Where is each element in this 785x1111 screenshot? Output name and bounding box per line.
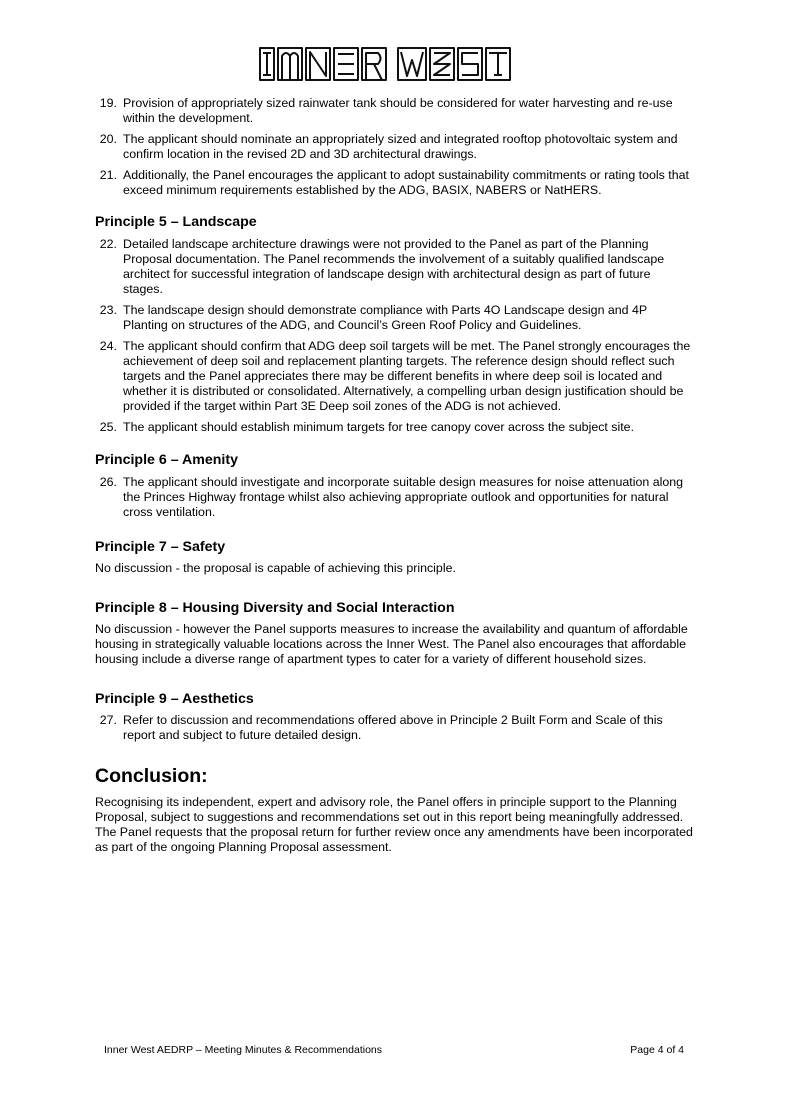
item-text: The applicant should establish minimum targets for tree canopy cover across the subject site. (123, 420, 635, 434)
page-body (95, 96, 693, 855)
principle-5-heading: Principle 5 – Landscape (95, 214, 257, 230)
item-text: The landscape design should demonstrate compliance with Parts 4O Landscape design and 4P Planting on structures of the ADG, and Council’s Green Roof Policy and Guidelines. (123, 303, 647, 332)
principle-8-text: No discussion - however the Panel supports measures to increase the availability and quantum of affordable housing in strategically valuable locations across the Inner West. The Panel also encourages that affordable housing include a diverse range of apartment types to cater for a variety of different household sizes. (95, 622, 688, 666)
inner-west-logo (0, 44, 785, 84)
item-number: 23. (99, 303, 117, 317)
conclusion-heading: Conclusion: (95, 765, 208, 787)
item-text: The applicant should investigate and incorporate suitable design measures for noise attenuation along the Princes Highway frontage whilst also achieving appropriate outlook and opportunities for natural cross ventilation. (123, 475, 684, 519)
page-footer (104, 1044, 684, 1056)
list-item (95, 420, 693, 435)
list-item (95, 475, 693, 520)
list-item (95, 96, 693, 126)
item-number: 26. (99, 475, 117, 489)
item-number: 19. (99, 96, 117, 110)
principle-6-list (95, 475, 693, 520)
list-item (95, 713, 693, 743)
item-number: 24. (99, 339, 117, 353)
item-number: 27. (99, 713, 117, 727)
footer-document-title: Inner West AEDRP – Meeting Minutes & Recommendations (104, 1044, 382, 1056)
item-text: Detailed landscape architecture drawings were not provided to the Panel as part of the Planning Proposal documentation. The Panel recommends the involvement of a suitably qualified landscape architect for successful integration of landscape design with architectural design as part of future stages. (123, 237, 665, 296)
item-text: Refer to discussion and recommendations offered above in Principle 2 Built Form and Scale of this report and subject to future detailed design. (123, 713, 663, 742)
principle-9-list (95, 713, 693, 743)
item-number: 20. (99, 132, 117, 146)
principle-8-heading: Principle 8 – Housing Diversity and Social Interaction (95, 600, 455, 616)
principle-9-heading: Principle 9 – Aesthetics (95, 691, 254, 707)
principle-5-list (95, 237, 693, 435)
principle-6-heading: Principle 6 – Amenity (95, 452, 238, 468)
item-number: 21. (99, 168, 117, 182)
sustainability-list (95, 96, 693, 198)
list-item (95, 168, 693, 198)
item-number: 22. (99, 237, 117, 251)
list-item (95, 339, 693, 414)
item-text: The applicant should nominate an appropriately sized and integrated rooftop photovoltaic system and confirm location in the revised 2D and 3D architectural drawings. (123, 132, 678, 161)
list-item (95, 237, 693, 297)
list-item (95, 132, 693, 162)
item-text: The applicant should confirm that ADG deep soil targets will be met. The Panel strongly encourages the achievement of deep soil and replacement planting targets. The reference design should reflect such targets and the Panel appreciates there may be different benefits in where deep soil is located and whether it is distributed or consolidated. Alternatively, a compelling urban design justification should be provided if the target within Part 3E Deep soil zones of the ADG is not achieved. (123, 339, 691, 413)
conclusion-text: Recognising its independent, expert and advisory role, the Panel offers in principle support to the Planning Proposal, subject to suggestions and recommendations set out in this report being meaningfully addressed. The Panel requests that the proposal return for further review once any amendments have been incorporated as part of the ongoing Planning Proposal assessment. (95, 795, 693, 854)
principle-7-text: No discussion - the proposal is capable of achieving this principle. (95, 561, 456, 575)
item-text: Additionally, the Panel encourages the applicant to adopt sustainability commitments or rating tools that exceed minimum requirements established by the ADG, BASIX, NABERS or NatHERS. (123, 168, 689, 197)
item-number: 25. (99, 420, 117, 434)
footer-page-number: Page 4 of 4 (630, 1044, 684, 1056)
item-text: Provision of appropriately sized rainwater tank should be considered for water harvesting and re-use within the development. (123, 96, 673, 125)
list-item (95, 303, 693, 333)
principle-7-heading: Principle 7 – Safety (95, 539, 226, 555)
inner-west-logo-icon (258, 44, 528, 84)
